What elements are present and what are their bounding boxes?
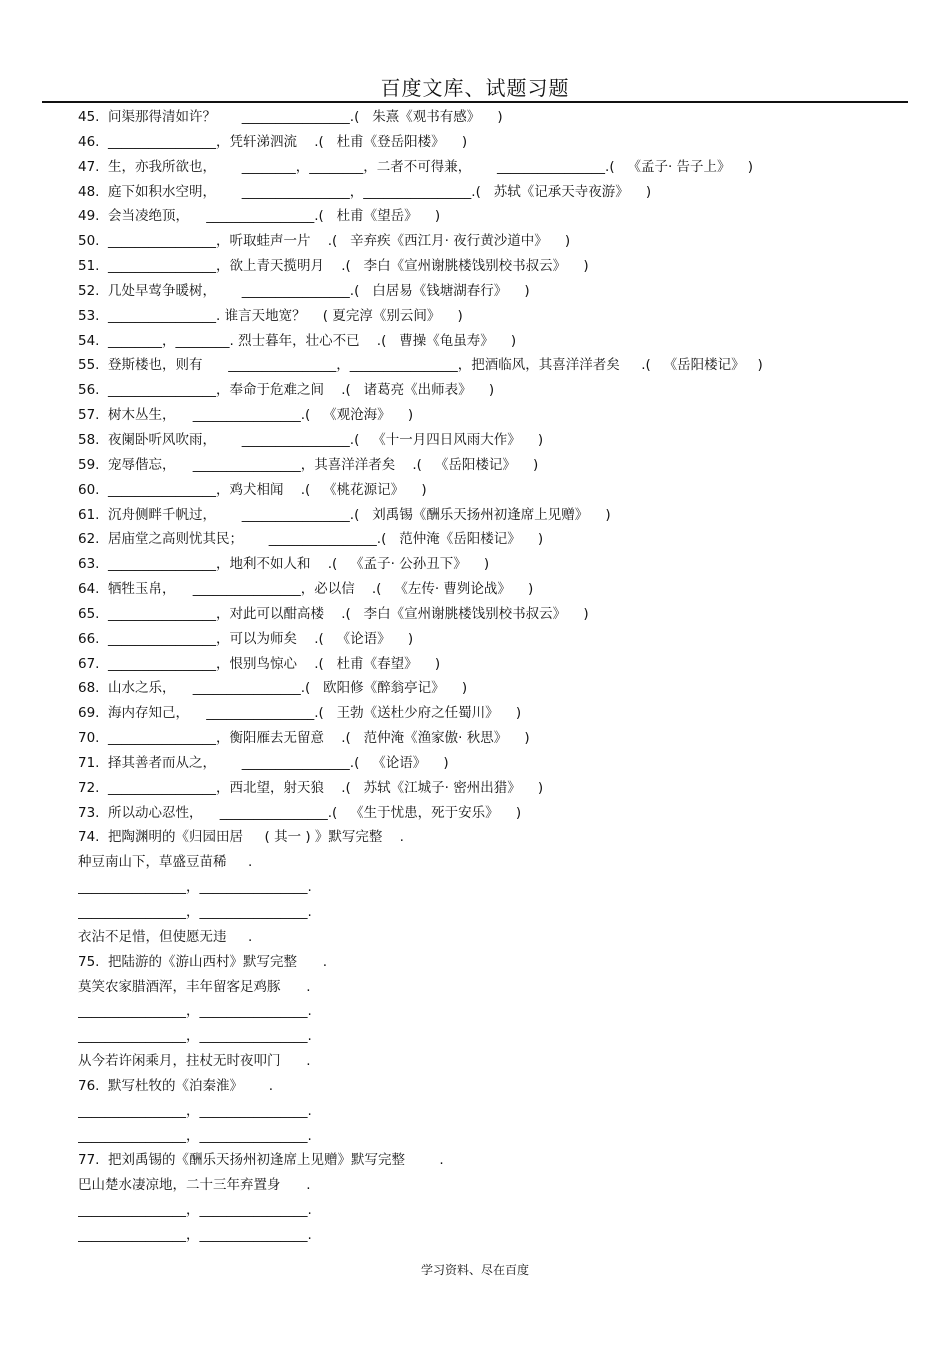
question-line: 73. 所以动心忍性， ________________.( 《生于忧患，死于安乐》 ) bbox=[78, 804, 522, 821]
question-line: 70. ________________，衡阳雁去无留意 .( 范仲淹《渔家傲· 秋思》 ) bbox=[78, 730, 530, 747]
question-line: 48. 庭下如积水空明， ________________，________________.( 苏轼《记承天寺夜游》 ) bbox=[78, 183, 652, 200]
question-line: ________________，________________. bbox=[78, 1127, 312, 1144]
question-line: 71. 择其善者而从之， ________________.( 《论语》 ) bbox=[78, 754, 449, 771]
header-divider bbox=[42, 101, 908, 103]
question-line: ________________，________________. bbox=[78, 1003, 312, 1020]
question-line: 45. 问渠那得清如许？ ________________.( 朱熹《观书有感》 ) bbox=[78, 109, 503, 125]
question-line: 50. ________________，听取蛙声一片 .( 辛弃疾《西江月· 夜行黄沙道中》 ) bbox=[78, 233, 571, 250]
question-line: ________________，________________. bbox=[78, 1226, 312, 1243]
question-line: 55. 登斯楼也，则有 ________________，________________，把酒临风，其喜洋洋者矣 .( 《岳阳楼记》 ) bbox=[78, 357, 763, 374]
question-line: 65. ________________，对此可以酣高楼 .( 李白《宣州谢朓楼饯别校书叔云》 ) bbox=[78, 605, 589, 622]
question-line: 75. 把陆游的《游山西村》默写完整 . bbox=[78, 953, 328, 970]
question-line: 74. 把陶渊明的《归园田居 ( 其一 ) 》默写完整 . bbox=[78, 829, 404, 846]
question-line: 53. ________________. 谁言天地宽？ ( 夏完淳《别云间》 ) bbox=[78, 307, 463, 324]
question-line: 从今若许闲乘月，拄杖无时夜叩门 . bbox=[78, 1053, 311, 1070]
question-line: 46. ________________，凭轩涕泗流 .( 杜甫《登岳阳楼》 ) bbox=[78, 133, 468, 150]
question-line: 60. ________________，鸡犬相闻 .( 《桃花源记》 ) bbox=[78, 481, 427, 498]
question-line: 64. 牺牲玉帛， ________________，必以信 .( 《左传· 曹刿论战》 ) bbox=[78, 581, 534, 598]
question-line: 49. 会当凌绝顶， ________________.( 杜甫《望岳》 ) bbox=[78, 208, 441, 225]
question-line: 72. ________________，西北望，射天狼 .( 苏轼《江城子· 密州出猎》 ) bbox=[78, 779, 544, 796]
question-line: 61. 沉舟侧畔千帆过， ________________.( 刘禹锡《酬乐天扬州初逢席上见赠》 ) bbox=[78, 506, 611, 523]
question-line: ________________，________________. bbox=[78, 1102, 312, 1119]
question-line: 77. 把刘禹锡的《酬乐天扬州初逢席上见赠》默写完整 . bbox=[78, 1152, 444, 1169]
question-line: 69. 海内存知己， ________________.( 王勃《送杜少府之任蜀川》 ) bbox=[78, 705, 522, 722]
question-line: 52. 几处早莺争暖树， ________________.( 白居易《钱塘湖春行》 ) bbox=[78, 282, 530, 299]
question-line: 63. ________________，地利不如人和 .( 《孟子· 公孙丑下》 ) bbox=[78, 556, 490, 573]
question-line: 59. 宠辱偕忘， ________________，其喜洋洋者矣 .( 《岳阳楼记》 ) bbox=[78, 456, 539, 473]
question-line: 54. ________，________. 烈士暮年，壮心不已 .( 曹操《龟虽寿》 ) bbox=[78, 332, 517, 349]
question-line: 51. ________________，欲上青天揽明月 .( 李白《宣州谢朓楼饯别校书叔云》 ) bbox=[78, 258, 589, 275]
question-line: ________________，________________. bbox=[78, 904, 312, 920]
question-line: 58. 夜阑卧听风吹雨， ________________.( 《十一月四日风雨大作》 ) bbox=[78, 431, 544, 448]
question-line: 62. 居庙堂之高则忧其民； ________________.( 范仲淹《岳阳楼记》 ) bbox=[78, 531, 544, 548]
question-line: 76. 默写杜牧的《泊秦淮》 . bbox=[78, 1077, 274, 1094]
question-line: 66. ________________，可以为师矣 .( 《论语》 ) bbox=[78, 630, 414, 647]
question-line: ________________，________________. bbox=[78, 879, 312, 896]
page-footer: 学习资料、尽在百度 bbox=[420, 1263, 529, 1277]
question-line: 67. ________________，恨别鸟惊心 .( 杜甫《春望》 ) bbox=[78, 655, 441, 672]
question-line: 种豆南山下，草盛豆苗稀 . bbox=[78, 854, 253, 871]
question-list bbox=[78, 105, 928, 1248]
question-line: 衣沾不足惜，但使愿无违 . bbox=[78, 928, 253, 945]
question-line: 巴山楚水凄凉地，二十三年弃置身 . bbox=[78, 1177, 311, 1194]
question-line: 莫笑农家腊酒浑，丰年留客足鸡豚 . bbox=[78, 978, 311, 995]
question-line: 57. 树木丛生， ________________.( 《观沧海》 ) bbox=[78, 407, 414, 424]
question-line: 56. ________________，奉命于危难之间 .( 诸葛亮《出师表》 ) bbox=[78, 382, 495, 399]
question-line: ________________，________________. bbox=[78, 1202, 312, 1219]
page-title: 百度文库、试题习题 bbox=[380, 76, 570, 100]
question-line: 47. 生，亦我所欲也， ________，________，二者不可得兼， ________________.( 《孟子· 告子上》 ) bbox=[78, 158, 753, 175]
question-line: 68. 山水之乐， ________________.( 欧阳修《醉翁亭记》 ) bbox=[78, 680, 468, 697]
question-line: ________________，________________. bbox=[78, 1028, 312, 1045]
